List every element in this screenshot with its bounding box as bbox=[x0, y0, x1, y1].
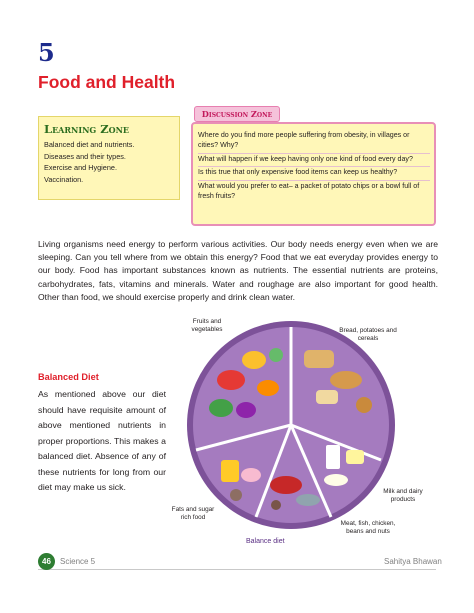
publisher-name: Sahitya Bhawan bbox=[384, 557, 442, 566]
page-number: 46 bbox=[38, 553, 55, 570]
book-title: Science 5 bbox=[60, 557, 96, 566]
learning-item: Balanced diet and nutrients. bbox=[44, 140, 135, 149]
balanced-diet-heading: Balanced Diet bbox=[38, 372, 99, 382]
discussion-question: What will happen if we keep having only one kind of food every day? bbox=[198, 154, 430, 168]
learning-zone-box bbox=[38, 116, 180, 200]
footer-divider bbox=[38, 569, 436, 570]
label-bread-cereals: Bread, potatoes and cereals bbox=[339, 327, 397, 342]
label-fats-sugar: Fats and sugar rich food bbox=[171, 506, 215, 521]
chapter-title: Food and Health bbox=[38, 72, 176, 92]
label-meat-fish: Meat, fish, chicken, beans and nuts bbox=[340, 520, 396, 535]
diagram-caption: Balance diet bbox=[246, 538, 285, 545]
balanced-diet-paragraph: As mentioned above our diet should have requisite amount of above mentioned nutrients in proper proportions. This makes a balanced diet. Absence of any of these nutrients for long from our diet may make us sick. bbox=[38, 389, 166, 492]
label-fruits-vegetables: Fruits and vegetables bbox=[191, 318, 223, 333]
discussion-question: What would you prefer to eat– a packet of potato chips or a bowl full of fresh fruits? bbox=[198, 182, 420, 200]
learning-item: Vaccination. bbox=[44, 174, 84, 184]
label-milk-dairy: Milk and dairy products bbox=[383, 488, 423, 503]
intro-paragraph: Living organisms need energy to perform various activities. Our body needs energy even when we are sleeping. Can you tell where from we obtain this energy? Food that we eat everyday provides energy to our body. Food has important substances known as nutrients. The essential nutrients are proteins, carbohydrates, fats, vitamins and minerals. Water and roughage are also important for good health. Other than food, we should exercise properly and drink clean water. bbox=[38, 239, 438, 302]
discussion-question: Where do you find more people suffering from obesity, in villages or cities? Why? bbox=[198, 130, 430, 154]
discussion-zone-box bbox=[191, 122, 436, 226]
discussion-question: Is this true that only expensive food items can keep us healthy? bbox=[198, 167, 430, 181]
learning-item: Diseases and their types. bbox=[44, 151, 126, 161]
learning-zone-title: Learning Zone bbox=[44, 122, 130, 136]
chapter-number: 5 bbox=[38, 38, 55, 67]
learning-item: Exercise and Hygiene. bbox=[44, 163, 118, 173]
discussion-zone-title: Discussion Zone bbox=[194, 106, 280, 122]
